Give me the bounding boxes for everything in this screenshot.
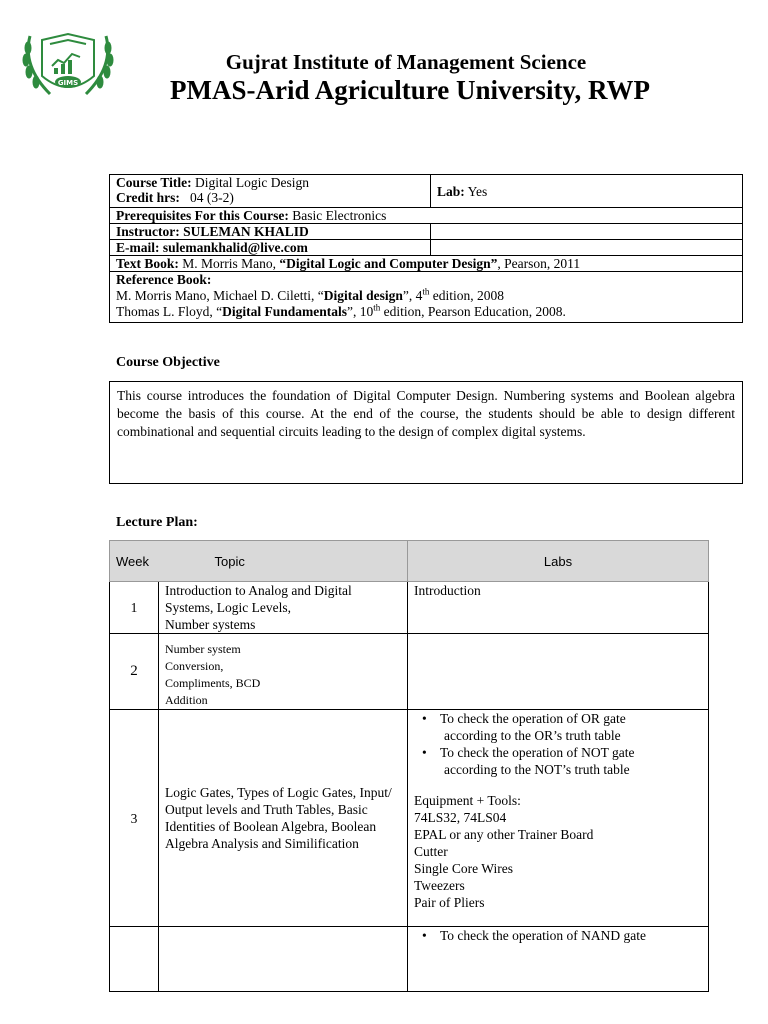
objective-text: This course introduces the foundation of Digital Computer Design. Numbering systems and Boolean algebra become the basis of this course. At the end of the course, the students should be able to design different combinational and sequential circuits leading to the design of complex digital systems.: [109, 381, 743, 484]
equipment-item: Cutter: [414, 844, 448, 859]
university-name: PMAS-Arid Agriculture University, RWP: [169, 75, 650, 105]
objective-heading: Course Objective: [116, 355, 220, 370]
equipment-item: EPAL or any other Trainer Board: [414, 827, 594, 842]
lecture-plan-heading: Lecture Plan:: [116, 515, 198, 530]
equipment-item: Tweezers: [414, 878, 465, 893]
list-item: • To check the operation of NOT gate according to the NOT’s truth table: [440, 744, 702, 778]
ref2-title: Digital Fundamentals: [222, 304, 348, 319]
topic-cell: Number system Conversion, Compliments, BCD Addition: [159, 634, 408, 710]
labs-cell: [408, 710, 709, 927]
course-title: Digital Logic Design: [195, 175, 309, 190]
instructor-email: E-mail: sulemankhalid@live.com: [110, 240, 431, 256]
lab-list: [414, 927, 702, 944]
list-item: • To check the operation of OR gate according to the OR’s truth table: [440, 710, 702, 744]
table-row: [110, 927, 709, 992]
labs-cell: [408, 634, 709, 710]
course-info-table: [109, 174, 743, 323]
week-cell: 3: [110, 710, 159, 927]
institute-name: Gujrat Institute of Management Science: [225, 50, 587, 74]
week-header: Week: [110, 541, 159, 582]
email-row: [110, 240, 743, 256]
lecture-plan-header: [110, 541, 709, 582]
labs-cell: [408, 927, 709, 992]
ref1-title: Digital design: [323, 288, 403, 303]
labs-cell: Introduction: [408, 582, 709, 634]
table-row: [110, 582, 709, 634]
textbook-title: “Digital Logic and Computer Design”: [279, 256, 498, 271]
table-row: [110, 710, 709, 927]
credit-hours: 04 (3-2): [190, 190, 234, 205]
topic-cell: Introduction to Analog and Digital Systems, Logic Levels, Number systems: [159, 582, 408, 634]
equipment-label: Equipment + Tools:: [414, 793, 521, 808]
equipment-item: Single Core Wires: [414, 861, 513, 876]
textbook-row: Text Book: M. Morris Mano, “Digital Logic and Computer Design”, Pearson, 2011: [110, 256, 743, 272]
week-cell: 2: [110, 634, 159, 710]
topic-header: Topic: [159, 541, 408, 582]
logo-text: GIMS: [57, 79, 79, 87]
equipment-item: 74LS32, 74LS04: [414, 810, 507, 825]
topic-cell: [159, 927, 408, 992]
course-title-row: Course Title: Digital Logic Design Credit hrs: 04 (3-2) Lab: Yes: [110, 175, 743, 208]
instructor-row: [110, 224, 743, 240]
prerequisites: Basic Electronics: [292, 208, 387, 223]
prerequisites-row: Prerequisites For this Course: Basic Electronics: [110, 208, 743, 224]
topic-cell: Logic Gates, Types of Logic Gates, Input/ Output levels and Truth Tables, Basic Identities of Boolean Algebra, Boolean Algebra Analysis and Similification: [159, 710, 408, 927]
table-row: [110, 634, 709, 710]
lab-value: Yes: [467, 183, 488, 199]
labs-header: Labs: [408, 541, 709, 582]
week-cell: 1: [110, 582, 159, 634]
lab-list: [414, 710, 702, 778]
reference-row: Reference Book: M. Morris Mano, Michael D. Ciletti, “Digital design”, 4th edition, 2008 Thomas L. Floyd, “Digital Fundamentals”, 10th edition, Pearson Education, 2008.: [110, 272, 743, 323]
list-item: • To check the operation of NAND gate: [440, 927, 702, 944]
instructor: Instructor: SULEMAN KHALID: [110, 224, 431, 240]
lecture-plan-table: [109, 540, 709, 992]
week-cell: [110, 927, 159, 992]
equipment-item: Pair of Pliers: [414, 895, 485, 910]
